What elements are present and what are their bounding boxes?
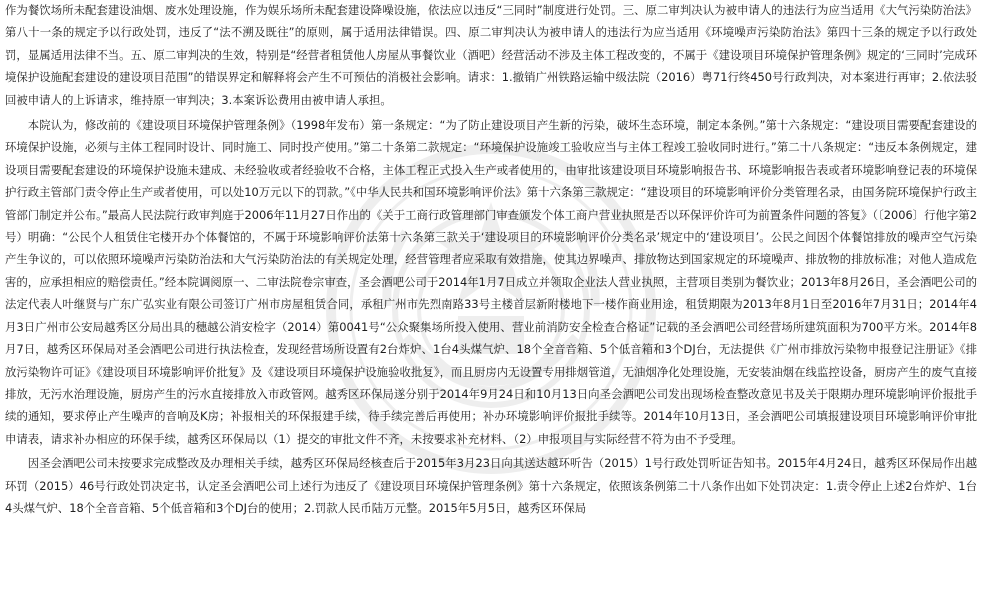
judgment-text: [5, 0, 977, 519]
court-opinion-paragraph: 本院认为，修改前的《建设项目环境保护管理条例》（1998年发布）第一条规定：“为了防止建设项目产生新的污染，破坏生态环境，制定本条例。”第十六条规定：“建设项目需要配套建设的环境保护设施，必须与主体工程同时设计、同时施工、同时投产使用。”第二十条第二款规定：“环境保护设施竣工验收应当与主体工程竣工验收同时进行。”第二十八条规定：“违反本条例规定，建设项目需要配套建设的环境保护设施未建成、未经验收或者经验收不合格，主体工程正式投入生产或者使用的，由审批该建设项目环境影响报告书、环境影响报告表或者环境影响登记表的环境保护行政主管部门责令停止生产或者使用，可以处10万元以下的罚款。”《中华人民共和国环境影响评价法》第十六条第三款规定：“建设项目的环境影响评价分类管理名录，由国务院环境保护行政主管部门制定并公布。”最高人民法院行政审判庭于2006年11月27日作出的《关于工商行政管理部门审查颁发个体工商户营业执照是否以环保评价许可为前置条件问题的答复》（〔2006〕行他字第2号）明确：“公民个人租赁住宅楼开办个体餐馆的，不属于环境影响评价法第十六条第三款关于‘建设项目的环境影响评价分类名录’规定中的‘建设项目’。公民之间因个体餐馆排放的噪声空气污染产生争议的，可以依照环境噪声污染防治法和大气污染防治法的有关规定处理，经营管理者应采取有效措施，使其边界噪声、排放物达到国家规定的环境噪声、排放物的排放标准；对他人造成危害的，应承担相应的赔偿责任。”经本院调阅原一、二审法院卷宗审查，圣会酒吧公司于2014年1月7日成立并领取企业法人营业执照，主营项目类别为餐饮业；2013年8月26日，圣会酒吧公司的法定代表人叶继贤与广东广弘实业有限公司签订广州市房屋租赁合同，承租广州市先烈南路33号主楼首层新附楼地下一楼作商业用途，租赁期限为2013年8月1日至2016年7月31日；2014年4月3日广州市公安局越秀区分局出具的穗越公消安检字（2014）第0041号“公众聚集场所投入使用、营业前消防安全检查合格证”记载的圣会酒吧公司经营场所建筑面积为700平方米。2014年8月7日，越秀区环保局对圣会酒吧公司进行执法检查，发现经营场所设置有2台炸炉、1台4头煤气炉、18个全音音箱、5个低音箱和3个DJ台，无法提供《广州市排放污染物申报登记注册证》《排放污染物许可证》《建设项目环境影响评价批复》及《建设项目环境保护设施验收批复》，而且厨房内无设置专用排烟管道，无油烟净化处理设施，无安装油烟在线监控设备，厨房产生的废气直接排放，无污水治理设施，厨房产生的污水直接排放入市政管网。越秀区环保局遂分别于2014年9月24日和10月13日向圣会酒吧公司发出现场检查整改意见书及关于限期办理环境影响评价报批手续的通知，要求停止产生噪声的音响及K房；补报相关的环保报建手续，待手续完善后再使用；补办环境影响评价报批手续等。2014年10月13日，圣会酒吧公司填报建设项目环境影响评价审批申请表，请求补办相应的环保手续，越秀区环保局以（1）提交的审批文件不齐，未按要求补充材料、（2）申报项目与实际经营不符为由不予受理。: [5, 118, 977, 446]
facts-paragraph: 因圣会酒吧公司未按要求完成整改及办理相关手续，越秀区环保局经核查后于2015年3月23日向其送达越环听告（2015）1号行政处罚听证告知书。2015年4月24日，越秀区环保局作出越环罚（2015）46号行政处罚决定书，认定圣会酒吧公司上述行为违反了《建设项目环境保护管理条例》第十六条规定，依照该条例第二十八条作出如下处罚决定：1.责令停止上述2台炸炉、1台4头煤气炉、18个全音音箱、5个低音箱和3个DJ台的使用；2.罚款人民币陆万元整。2015年5月5日，越秀区环保局: [5, 456, 977, 515]
appeal-grounds-paragraph: 作为餐饮场所未配套建设油烟、废水处理设施，作为娱乐场所未配套建设降噪设施，依法应以违反“三同时”制度进行处罚。三、原二审判决认为被申请人的违法行为应当适用《大气污染防治法》第八十一条的规定予以行政处罚，违反了“法不溯及既往”的原则，属于适用法律错误。四、原二审判决认为被申请人的违法行为应当适用《环境噪声污染防治法》第四十三条的规定予以行政处罚，显属适用法律不当。五、原二审判决的生效，特别是“经营者租赁他人房屋从事餐饮业（酒吧）经营活动不涉及主体工程改变的，不属于《建设项目环境保护管理条例》规定的‘三同时’完成环境保护设施配套建设的建设项目范围”的错误界定和解释将会产生不可预估的消极社会影响。请求：1.撤销广州铁路运输中级法院（2016）粤71行终450号行政判决，对本案进行再审；2.依法驳回被申请人的上诉请求，维持原一审判决；3.本案诉讼费用由被申请人承担。: [5, 3, 977, 107]
